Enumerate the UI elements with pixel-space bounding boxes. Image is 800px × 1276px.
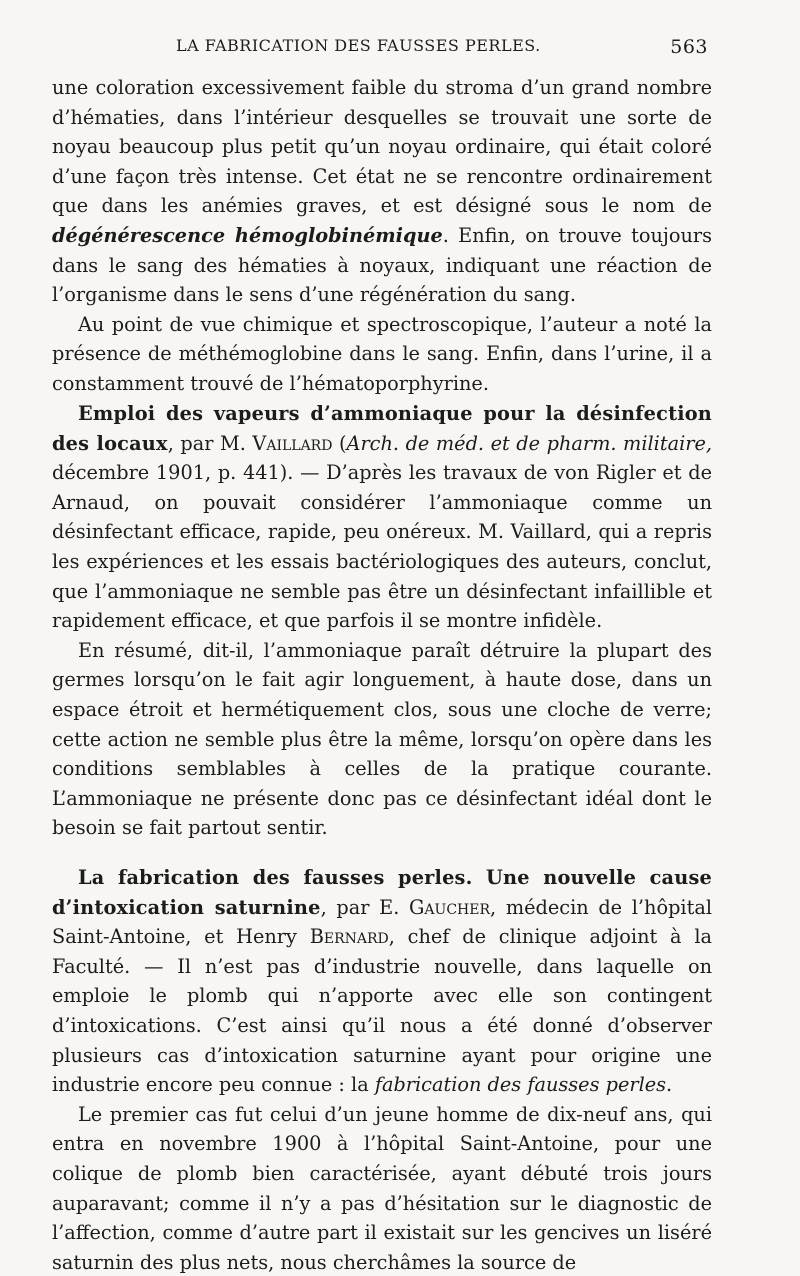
author-name: Gaucher	[409, 895, 491, 919]
paragraph: Au point de vue chimique et spectroscopique, l’auteur a noté la présence de méthémoglobine dans le sang. Enfin, dans l’urine, il a constamment trouvé de l’hématoporphyrine.	[52, 312, 712, 395]
author-name: Vaillard	[252, 431, 333, 455]
article-fausses-perles	[52, 863, 712, 1276]
running-header	[56, 36, 708, 60]
paragraph: En résumé, dit-il, l’ammoniaque paraît détruire la plupart des germes lorsqu’on le fait agir longuement, à haute dose, dans un espace étroit et hermétiquement clos, sous une cloche de verre; cette action ne semble plus être la même, lorsqu’on opère dans les conditions semblables à celles de la pratique courante. L’ammoniaque ne présente donc pas ce désinfectant idéal dont le besoin se fait partout sentir.	[52, 638, 712, 840]
continued-paragraph: une coloration excessivement faible du stroma d’un grand nombre d’hématies, dans l’intérieur desquelles se trouvait une sorte de noyau beaucoup plus petit qu’un noyau ordinaire, qui était coloré d’une façon très intense. Cet état ne se rencontre ordinairement que dans les anémies graves, et est désigné sous le nom de dégénérescence hémoglobinémique. Enfin, on trouve toujours dans le sang des hématies à noyaux, indiquant une réaction de l’organisme dans le sens d’une régénération du sang.	[52, 76, 712, 307]
article-heading-paragraph: Emploi des vapeurs d’ammoniaque pour la désinfection des locaux, par M. Vaillard (Arch. de méd. et de pharm. militaire, décembre 1901, p. 441). — D’après les travaux de von Rigler et de Arnaud, on pouvait considérer l’ammoniaque comme un désinfectant efficace, rapide, peu onéreux. M. Vaillard, qui a repris les expériences et les essais bactériologiques des auteurs, conclut, que l’ammoniaque ne semble pas être un désinfectant infaillible et rapidement efficace, et que parfois il se montre infidèle.	[52, 402, 712, 633]
italic-term: dégénérescence hémoglobinémique	[52, 223, 443, 247]
article-title: Emploi des vapeurs d’ammoniaque pour la désinfection des locaux	[52, 402, 712, 455]
journal-source: Arch. de méd. et de pharm. militaire,	[346, 431, 712, 455]
paragraph: Le premier cas fut celui d’un jeune homme de dix-neuf ans, qui entra en novembre 1900 à l’hôpital Saint-Antoine, pour une colique de plomb bien caractérisée, ayant débuté trois jours auparavant; comme il n’y a pas d’hésitation sur le diagnostic de l’affection, comme d’autre part il existait sur les gencives un liséré saturnin des plus nets, nous cherchâmes la source de	[52, 1102, 712, 1274]
opening-text-block	[52, 73, 712, 399]
article-title: La fabrication des fausses perles. Une nouvelle cause d’intoxication saturnine	[52, 866, 712, 919]
page-number: 563	[670, 36, 708, 58]
article-heading-paragraph: La fabrication des fausses perles. Une nouvelle cause d’intoxication saturnine, par E. Gaucher, médecin de l’hôpital Saint-Antoine, et Henry Bernard, chef de clinique adjoint à la Faculté. — Il n’est pas d’industrie nouvelle, dans laquelle on emploie le plomb qui n’apporte avec elle son contingent d’intoxications. C’est ainsi qu’il nous a été donné d’observer plusieurs cas d’intoxication saturnine ayant pour origine une industrie encore peu connue : la fabrication des fausses perles.	[52, 866, 712, 1097]
article-ammoniaque	[52, 399, 712, 843]
running-title: LA FABRICATION DES FAUSSES PERLES.	[176, 36, 541, 55]
author-name: Bernard	[309, 925, 389, 949]
italic-term: fabrication des fausses perles	[374, 1073, 667, 1097]
